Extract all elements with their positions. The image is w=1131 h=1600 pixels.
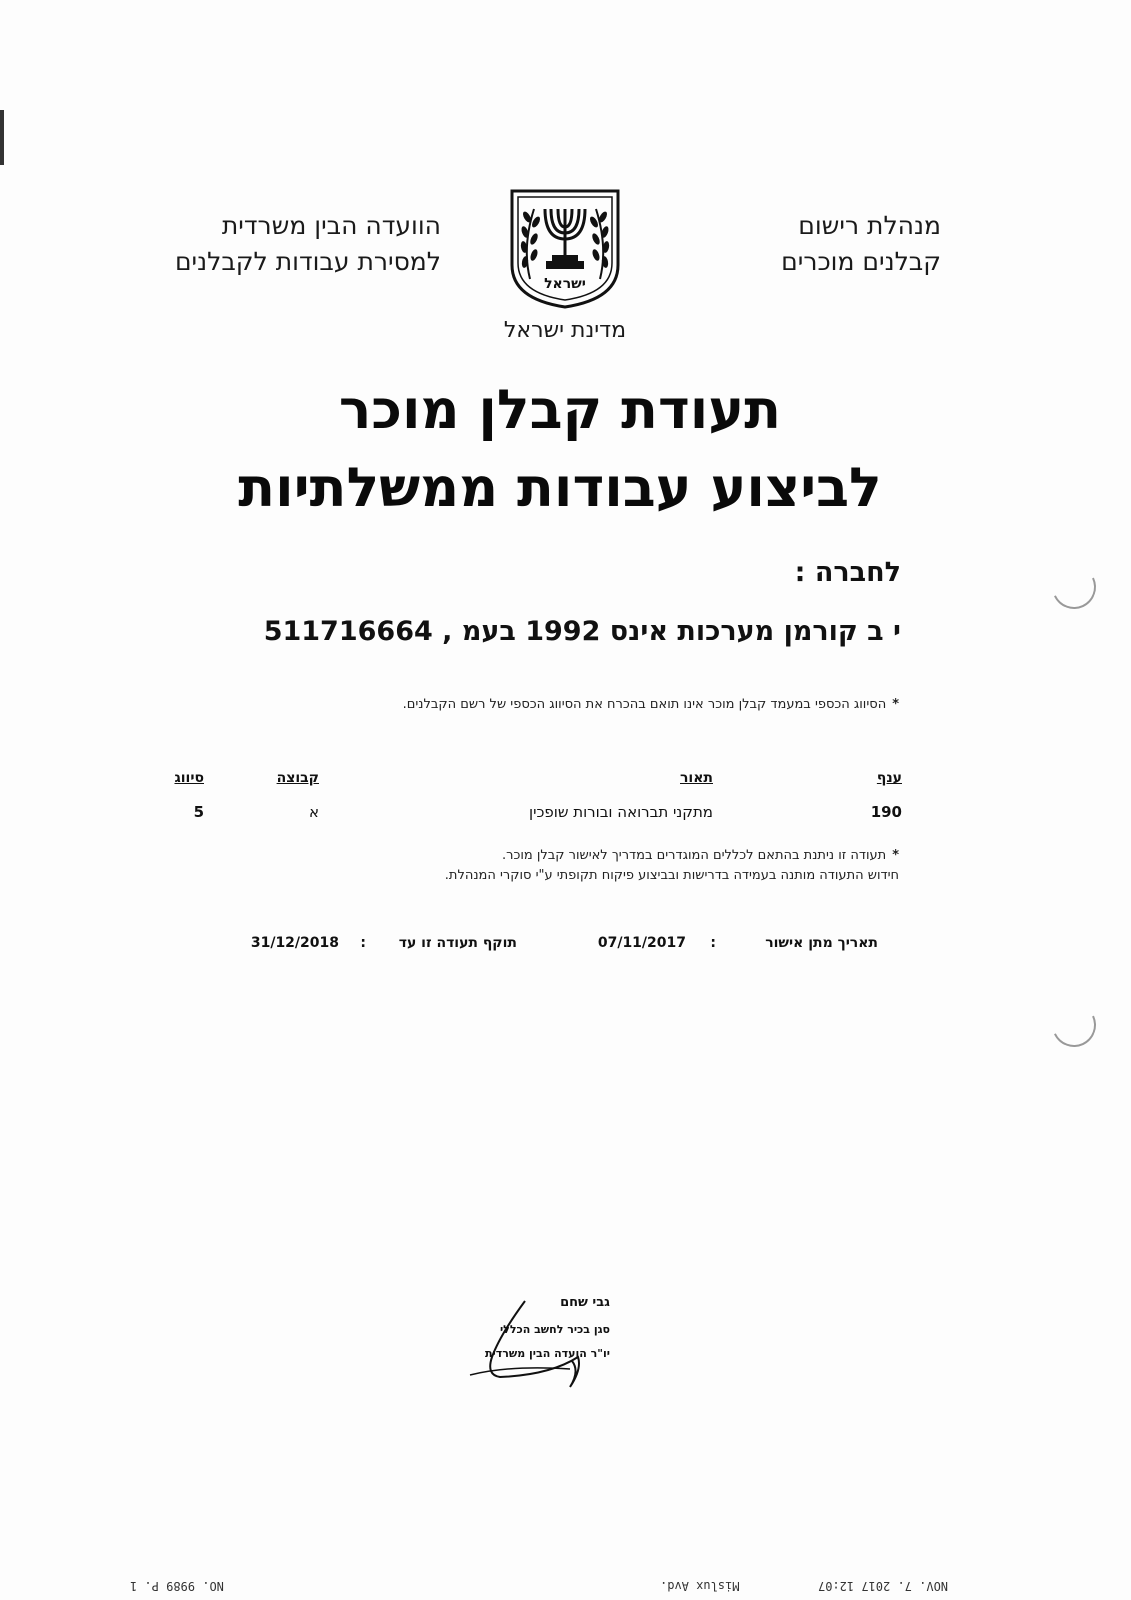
header-left-line1: הוועדה הבין משרדית xyxy=(221,211,441,240)
emblem-text: ישראל xyxy=(544,276,586,292)
renewal-note-line1-wrap xyxy=(339,846,899,866)
note-bullet-star: * xyxy=(892,697,899,712)
valid-until-value: 31/12/2018 xyxy=(250,935,339,951)
renewal-note-line2: חידוש התעודה מותנה בעמידה בדרישות ובביצוע פיקוח תקופתי ע"י סוקרי המנהלת. xyxy=(444,868,899,883)
certificate-title-line1: תעודת קבלן מוכר xyxy=(338,378,782,441)
header-right-line2: קבלנים מוכרים xyxy=(781,247,941,276)
column-header-description: תאור xyxy=(680,770,713,786)
column-header-group: קבוצה xyxy=(276,770,319,786)
certificate-title-line2: לביצוע עבודות ממשלתיות xyxy=(238,456,882,519)
cell-branch: 190 xyxy=(870,803,902,821)
approval-date-label: תאריך מתן אישור xyxy=(765,935,878,951)
fax-sender: Mislux Avd. xyxy=(660,1579,740,1593)
punch-hole-bottom xyxy=(1046,997,1102,1053)
signatory-title2: יו"ר הועדה הבין משרדית xyxy=(485,1347,610,1360)
column-header-branch: ענף xyxy=(876,770,902,786)
header-registration-admin xyxy=(781,208,941,280)
header-left-line2: למסירת עבודות לקבלנים xyxy=(174,247,441,276)
signatory-name: גבי שחם xyxy=(560,1295,610,1310)
note-bullet-star: * xyxy=(892,848,899,863)
valid-until-label: תוקף תעודה זו עד xyxy=(398,935,517,951)
state-emblem-icon xyxy=(508,187,622,311)
scan-edge-mark xyxy=(0,110,4,165)
classification-note-text: הסיווג הכספי במעמד קבלן מוכר אינו תואם בהכרח את הסיווג הכספי של רשם הקבלנים. xyxy=(402,697,887,712)
company-label: לחברה : xyxy=(794,557,901,588)
valid-until-colon: : xyxy=(360,935,366,951)
signatory-title1: סגן בכיר לחשב הכללי xyxy=(499,1323,610,1336)
cell-group: א xyxy=(308,803,319,821)
renewal-note-line1: תעודה זו ניתנת בהתאם לכללים המוגדרים במדריך לאישור קבלן מוכר. xyxy=(501,848,887,863)
punch-hole-top xyxy=(1046,559,1102,615)
country-name: מדינת ישראל xyxy=(503,318,627,343)
fax-timestamp: NOV. 7. 2017 12:07 xyxy=(818,1579,949,1593)
classification-note xyxy=(369,695,899,715)
company-name: י ב קורמן מערכות אינס 1992 בעמ , 511716664 xyxy=(263,616,901,647)
column-header-classification: סיווג xyxy=(174,770,204,786)
cell-classification: 5 xyxy=(193,803,204,821)
handwritten-signature-icon xyxy=(430,1295,610,1415)
cell-description: מתקני תברואה ובורות שופכין xyxy=(529,803,713,821)
header-interministerial-committee xyxy=(175,208,441,280)
approval-date-colon: : xyxy=(710,935,716,951)
renewal-note xyxy=(339,846,899,886)
approval-date-value: 07/11/2017 xyxy=(597,935,686,951)
signature-block xyxy=(430,1295,610,1415)
header-right-line1: מנהלת רישום xyxy=(798,211,941,240)
fax-page-number: NO. 9989 P. 1 xyxy=(130,1579,224,1593)
